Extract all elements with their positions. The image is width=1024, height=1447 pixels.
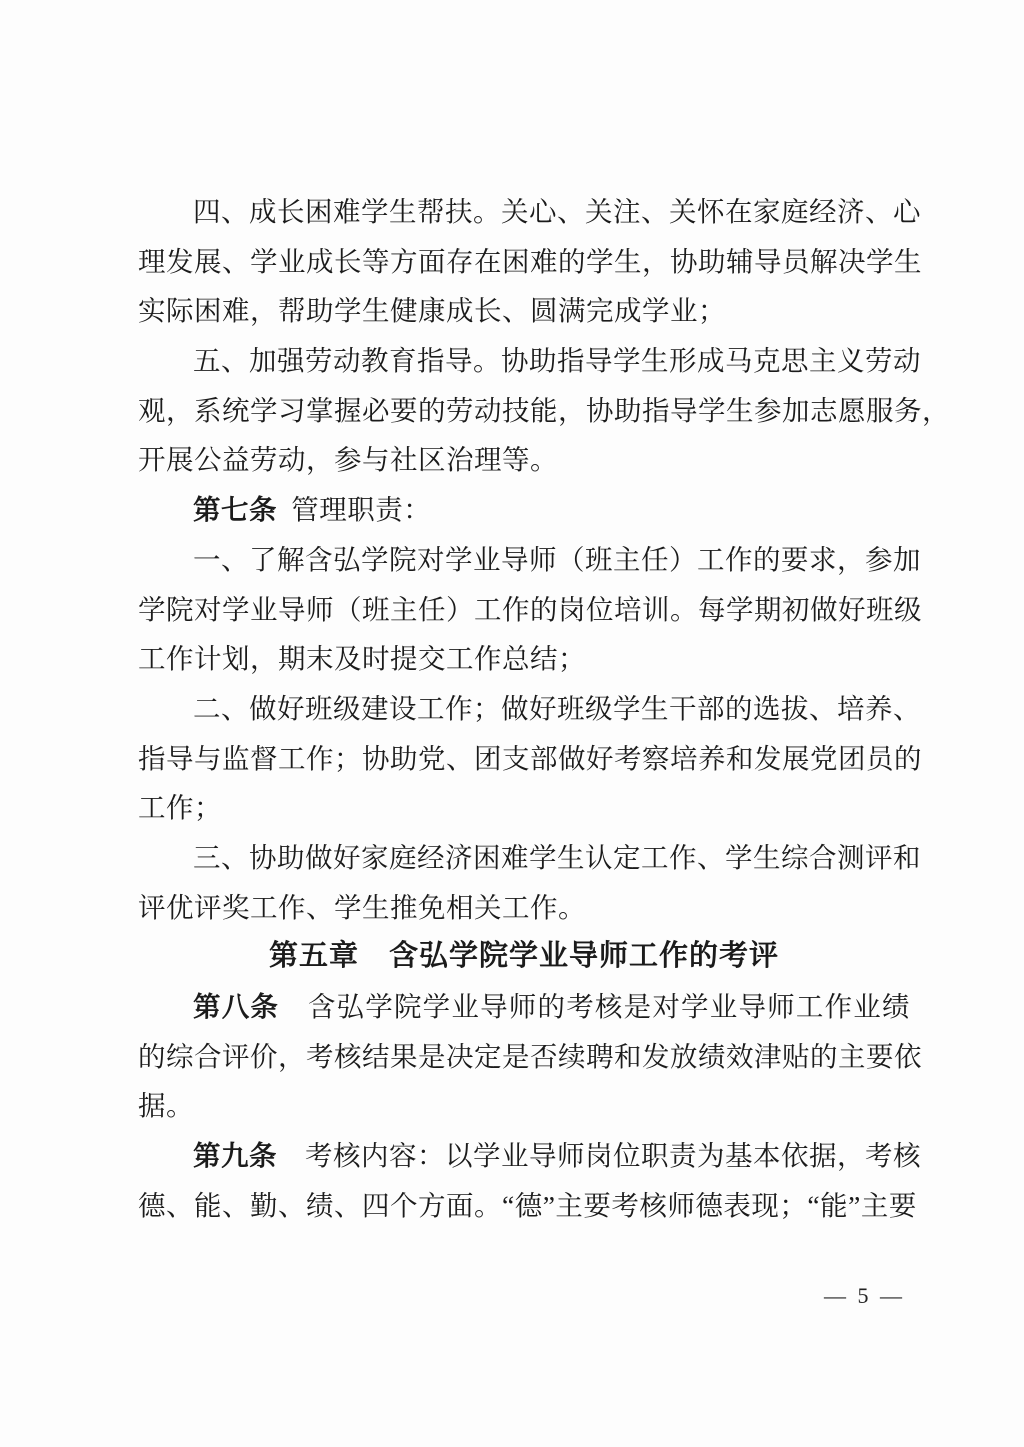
paragraph-item-4 bbox=[138, 187, 922, 336]
text-line: 二、做好班级建设工作；做好班级学生干部的选拔、培养、 bbox=[193, 692, 921, 724]
article-text: 含弘学院学业导师的考核是对学业导师工作业绩 bbox=[279, 991, 910, 1022]
paragraph-item-2 bbox=[138, 684, 922, 833]
text-line bbox=[138, 485, 910, 535]
text-line: 观，系统学习掌握必要的劳动技能，协助指导学生参加志愿服务， bbox=[138, 394, 950, 426]
text-line: 四、成长困难学生帮扶。关心、关注、关怀在家庭经济、心 bbox=[193, 196, 921, 227]
text-line: 一、了解含弘学院对学业导师（班主任）工作的要求，参加 bbox=[193, 543, 921, 575]
paragraph-item-5 bbox=[138, 336, 950, 485]
article-text: 管理职责： bbox=[277, 494, 432, 526]
text-line: 开展公益劳动，参与社区治理等。 bbox=[138, 444, 558, 476]
text-line: 理发展、学业成长等方面存在困难的学生，协助辅导员解决学生 bbox=[138, 245, 922, 277]
paragraph-item-1 bbox=[138, 535, 922, 684]
text-line: 评优评奖工作、学生推免相关工作。 bbox=[138, 891, 586, 923]
text-line: 工作； bbox=[138, 792, 222, 824]
article-text: 考核内容：以学业导师岗位职责为基本依据，考核 bbox=[277, 1140, 921, 1172]
document-content bbox=[138, 187, 950, 1230]
text-line: 指导与监督工作；协助党、团支部做好考察培养和发展党团员的 bbox=[138, 742, 922, 774]
article-8 bbox=[138, 982, 922, 1131]
chapter-5-section bbox=[138, 932, 910, 982]
text-line: 德、能、勤、绩、四个方面。“德”主要考核师德表现；“能”主要 bbox=[138, 1189, 917, 1221]
text-line bbox=[138, 1131, 921, 1181]
text-line: 实际困难，帮助学生健康成长、圆满完成学业； bbox=[138, 295, 726, 327]
article-number: 第八条 bbox=[193, 991, 280, 1022]
article-number: 第九条 bbox=[193, 1140, 277, 1172]
chapter-heading: 第五章 含弘学院学业导师工作的考评 bbox=[268, 940, 779, 973]
text-line: 学院对学业导师（班主任）工作的岗位培训。每学期初做好班级 bbox=[138, 593, 922, 625]
text-line bbox=[138, 982, 910, 1032]
text-line: 工作计划，期末及时提交工作总结； bbox=[138, 643, 586, 675]
paragraph-item-3 bbox=[138, 833, 921, 932]
article-9 bbox=[138, 1131, 921, 1230]
text-line: 三、协助做好家庭经济困难学生认定工作、学生综合测评和 bbox=[193, 841, 921, 873]
page-number: — 5 — bbox=[824, 1283, 905, 1308]
text-line: 的综合评价，考核结果是决定是否续聘和发放绩效津贴的主要依 bbox=[138, 1040, 922, 1072]
article-7 bbox=[138, 485, 910, 535]
text-line: 五、加强劳动教育指导。协助指导学生形成马克思主义劳动 bbox=[193, 345, 921, 377]
text-line: 据。 bbox=[138, 1090, 194, 1122]
article-number: 第七条 bbox=[193, 494, 277, 526]
